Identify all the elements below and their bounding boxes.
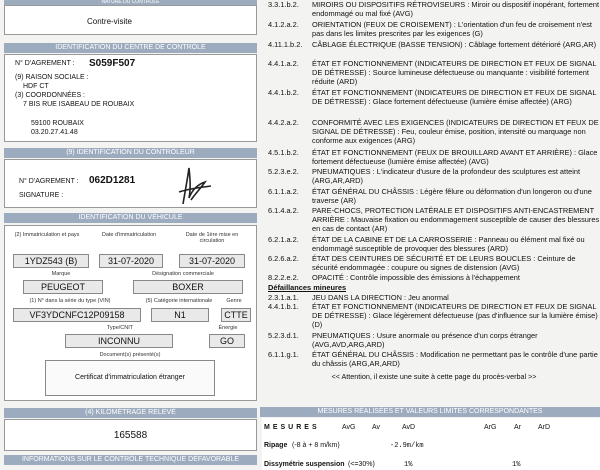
energie-label: Énergie bbox=[218, 325, 238, 331]
dissym-front: 1% bbox=[404, 461, 413, 469]
marque-label: Marque bbox=[51, 271, 71, 277]
ripage-limit: (-8 à + 8 m/km) bbox=[292, 442, 340, 449]
documents-box bbox=[45, 360, 215, 396]
col-ard: ArD bbox=[538, 424, 551, 431]
defect-item: 5.2.3.e.2. PNEUMATIQUES : L'indicateur d'usure de la profondeur des sculptures est atteint (ARG,AR,ARD) bbox=[268, 167, 581, 185]
nature-box bbox=[4, 5, 257, 35]
coord-line1: 7 BIS RUE ISABEAU DE ROUBAIX bbox=[23, 101, 135, 108]
col-av: Av bbox=[372, 424, 381, 431]
minor-title: Défaillances mineures bbox=[268, 283, 347, 292]
signature-label: SIGNATURE : bbox=[19, 192, 64, 199]
nature-value: Contre-visite bbox=[87, 17, 132, 26]
ctrl-agrement-value: 062D1281 bbox=[89, 175, 136, 186]
documents-label: Document(s) présenté(s) bbox=[99, 352, 161, 358]
minor-item: 6.1.1.g.1. ÉTAT GÉNÉRAL DU CHÂSSIS : Modification ne permettant pas le contrôle d'une partie du châssis (ARG,AR,ARD) bbox=[268, 350, 598, 368]
designation-value: BOXER bbox=[133, 280, 243, 294]
documents-value: Certificat d'immatriculation étranger bbox=[75, 374, 185, 381]
agrement-label: N° D'AGREMENT : bbox=[15, 60, 75, 67]
defect-item: 6.1.4.a.2. PARE-CHOCS, PROTECTION LATÉRALE ET DISPOSITIFS ANTI-ENCASTREMENT ARRIÈRE : Mauvaise fixation ou endommagement susceptible de causer des blessures en cas de contact (AR) bbox=[268, 206, 600, 233]
centre-header: IDENTIFICATION DU CENTRE DE CONTRÔLE bbox=[4, 43, 257, 53]
energie-value: GO bbox=[209, 334, 245, 348]
immat-value: 1YDZ543 (B) bbox=[13, 254, 89, 268]
col-ar: Ar bbox=[514, 424, 521, 431]
marque-value: PEUGEOT bbox=[23, 280, 103, 294]
minor-item: 4.4.1.b.1. ÉTAT ET FONCTIONNEMENT (INDICATEURS DE DIRECTION ET FEUX DE SIGNAL DE DÉTRESSE) : Glace légèrement défectueuse (pas d'influence sur la lumière émise) (D) bbox=[268, 302, 598, 329]
defect-item: 6.2.6.a.2. ÉTAT DES CEINTURES DE SÉCURITÉ ET DE LEURS BOUCLES : Ceinture de sécurité endommagée : coupure ou signes de distension (AVG) bbox=[268, 254, 576, 272]
type-label: Type/CNIT bbox=[106, 325, 134, 331]
col-avd: AvD bbox=[402, 424, 416, 431]
categorie-value: N1 bbox=[151, 308, 209, 322]
centre-box bbox=[4, 54, 257, 142]
col-arg: ArG bbox=[484, 424, 497, 431]
defects-panel bbox=[268, 0, 600, 383]
raison-label: (9) RAISON SOCIALE : bbox=[15, 74, 89, 81]
coord-label: (3) COORDONNÉES : bbox=[15, 92, 86, 99]
attention-note: << Attention, il existe une suite à cette page du procès-verbal >> bbox=[331, 372, 537, 381]
minor-item: 2.3.1.a.1. JEU DANS LA DIRECTION : Jeu anormal bbox=[268, 293, 449, 302]
genre-value: CTTE bbox=[221, 308, 251, 322]
defect-item: 4.4.1.a.2. ÉTAT ET FONCTIONNEMENT (INDICATEURS DE DIRECTION ET FEUX DE SIGNAL DE DÉTRESSE) : Source lumineuse défectueuse ou manquante : visibilité fortement réduite (ARD) bbox=[268, 59, 597, 86]
defect-item: 4.5.1.b.2. ÉTAT ET FONCTIONNEMENT (FEUX DE BROUILLARD AVANT ET ARRIÈRE) : Glace fortement défectueuse (lumière émise affectée) (AVG) bbox=[268, 148, 598, 166]
defect-item: 4.11.1.b.2. CÂBLAGE ÉLECTRIQUE (BASSE TENSION) : Câblage fortement détérioré (ARG,AR) bbox=[268, 40, 597, 49]
vin-value: VF3YDCNFC12P09158 bbox=[13, 308, 141, 322]
bottom-header: INFORMATIONS SUR LE CONTRÔLE TECHNIQUE DÉFAVORABLE bbox=[4, 455, 257, 465]
date-immat-value: 31-07-2020 bbox=[99, 254, 163, 268]
controleur-header: (9) IDENTIFICATION DU CONTRÔLEUR bbox=[4, 148, 257, 158]
date-first-value: 31-07-2020 bbox=[179, 254, 245, 268]
defect-item: 6.2.1.a.2. ÉTAT DE LA CABINE ET DE LA CARROSSERIE : Panneau ou élément mal fixé ou endommagé susceptible de provoquer des blessures (ARD) bbox=[268, 235, 585, 253]
raison-value: HDF CT bbox=[23, 83, 49, 90]
km-box bbox=[4, 419, 257, 451]
defect-item: 8.2.2.e.2. OPACITÉ : Contrôle impossible des émissions à l'échappement bbox=[268, 273, 520, 282]
coord-phone: 03.20.27.41.48 bbox=[31, 129, 78, 136]
dissym-label: Dissymétrie suspension bbox=[264, 461, 345, 468]
signature-image bbox=[165, 164, 215, 206]
serie-label: (1) N° dans la série du type (VIN) bbox=[29, 298, 111, 304]
controleur-box bbox=[4, 159, 257, 208]
ripage-value: -2.9m/km bbox=[390, 442, 424, 450]
measures-title: MESURES bbox=[264, 424, 320, 431]
ripage-label: Ripage bbox=[264, 442, 288, 449]
defect-item: 3.3.1.b.2. MIROIRS OU DISPOSITIFS RÉTROVISEURS : Miroir ou dispositif inopérant, fortement endommagé ou mal fixé (AVG) bbox=[268, 0, 600, 18]
vehicule-box bbox=[4, 225, 257, 401]
dissym-limit: (<=30%) bbox=[348, 461, 375, 468]
km-header: (4) KILOMÉTRAGE RELEVÉ bbox=[4, 408, 257, 418]
defect-item: 4.1.2.a.2. ORIENTATION (FEUX DE CROISEMENT) : L'orientation d'un feu de croisement n'est pas dans les limites prescrites par les exigences (G) bbox=[268, 20, 592, 38]
measures-box bbox=[262, 418, 600, 470]
agrement-value: S059F507 bbox=[89, 58, 136, 69]
defect-item: 6.1.1.a.2. ÉTAT GÉNÉRAL DU CHÂSSIS : Légère fêlure ou déformation d'un longeron ou d'une traverse (AR) bbox=[268, 187, 592, 205]
date-first-label: Date de 1ère mise en circulation bbox=[185, 232, 239, 244]
measures-header: MESURES RÉALISÉES ET VALEURS LIMITES CORRESPONDANTES bbox=[260, 407, 600, 417]
immat-label: (2) Immatriculation et pays bbox=[14, 232, 80, 238]
genre-label: Genre bbox=[226, 298, 242, 304]
dissym-rear: 1% bbox=[512, 461, 521, 469]
type-value: INCONNU bbox=[65, 334, 173, 348]
ctrl-agrement-label: N° D'AGREMENT : bbox=[19, 178, 79, 185]
defect-item: 4.4.2.a.2. CONFORMITÉ AVEC LES EXIGENCES (INDICATEURS DE DIRECTION ET FEUX DE SIGNAL DE DÉTRESSE) : Feu, couleur émise, position, intensité ou marquage non conforme aux exigences (ARG) bbox=[268, 118, 599, 145]
col-avg: AvG bbox=[342, 424, 356, 431]
km-value: 165588 bbox=[113, 430, 148, 441]
nature-header: NATURE DU CONTRÔLE bbox=[4, 0, 257, 5]
designation-label: Désignation commerciale bbox=[152, 271, 214, 277]
vehicule-header: IDENTIFICATION DU VÉHICULE bbox=[4, 213, 257, 223]
defect-item: 4.4.1.b.2. ÉTAT ET FONCTIONNEMENT (INDICATEURS DE DIRECTION ET FEUX DE SIGNAL DE DÉTRESSE) : Glace fortement défectueuse (lumière émise affectée) (ARG) bbox=[268, 88, 597, 106]
coord-line2: 59100 ROUBAIX bbox=[31, 120, 84, 127]
minor-item: 5.2.3.d.1. PNEUMATIQUES : Usure anormale ou présence d'un corps étranger (AVG,AVD,ARG,ARD) bbox=[268, 331, 538, 349]
date-immat-label: Date d'immatriculation bbox=[101, 232, 157, 238]
categorie-label: (5) Catégorie internationale bbox=[145, 298, 213, 304]
